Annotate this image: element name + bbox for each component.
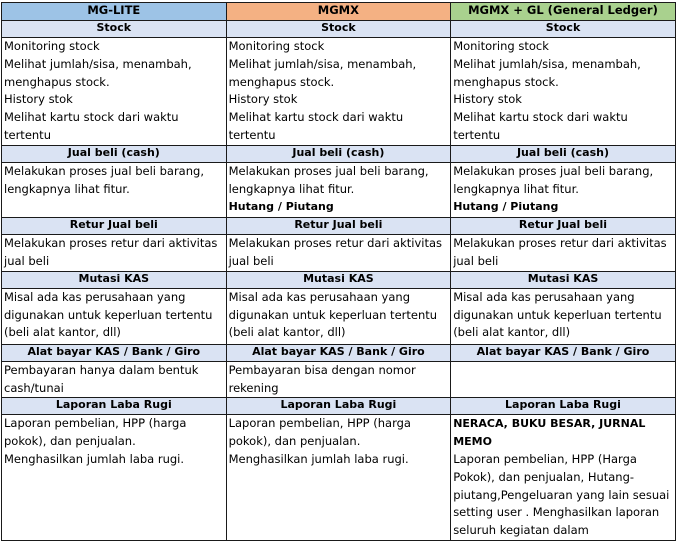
feature-highlight: Hutang / Piutang bbox=[228, 200, 334, 214]
feature-cell bbox=[2, 288, 227, 344]
plan-header-row bbox=[2, 3, 676, 21]
section-content-row bbox=[2, 162, 676, 217]
section-title: Mutasi KAS bbox=[226, 271, 451, 288]
feature-cell bbox=[2, 38, 227, 146]
feature-text: Melakukan proses jual beli barang, lengkapnya lihat fitur. bbox=[4, 163, 204, 196]
feature-text: Pembayaran hanya dalam bentuk cash/tunai bbox=[4, 362, 199, 395]
feature-text: Melakukan proses retur dari aktivitas jual beli bbox=[228, 235, 443, 268]
feature-text: Melihat kartu stock dari waktu tertentu bbox=[453, 110, 628, 142]
section-title: Laporan Laba Rugi bbox=[451, 398, 676, 415]
section-header-row bbox=[2, 217, 676, 234]
feature-cell bbox=[451, 234, 676, 271]
feature-text: Laporan pembelian, HPP (harga pokok), dan penjualan. bbox=[4, 416, 187, 449]
feature-text: Laporan pembelian, HPP (harga pokok), dan penjualan. bbox=[228, 416, 411, 449]
section-title: Laporan Laba Rugi bbox=[2, 398, 227, 415]
feature-text: Melihat jumlah/sisa, menambah, menghapus stock. bbox=[228, 56, 417, 89]
feature-text: Monitoring stock bbox=[228, 39, 325, 53]
feature-text: Melihat jumlah/sisa, menambah, menghapus stock. bbox=[453, 56, 641, 89]
section-title: Alat bayar KAS / Bank / Giro bbox=[2, 344, 227, 361]
section-header-row bbox=[2, 21, 676, 38]
feature-text: Melihat jumlah/sisa, menambah, menghapus stock. bbox=[4, 56, 192, 89]
feature-text: History stok bbox=[4, 92, 73, 107]
section-title: Jual beli (cash) bbox=[2, 145, 227, 162]
section-title: Stock bbox=[451, 21, 676, 38]
feature-text: History stok bbox=[453, 92, 522, 107]
feature-text: Misal ada kas perusahaan yang digunakan untuk keperluan tertentu (beli alat kantor, dll) bbox=[453, 289, 662, 340]
plan-header-mg-lite: MG-LITE bbox=[2, 3, 227, 21]
section-title: Laporan Laba Rugi bbox=[226, 398, 451, 415]
feature-cell bbox=[226, 162, 451, 217]
feature-text: Melakukan proses retur dari aktivitas jual beli bbox=[4, 235, 218, 268]
feature-text: Menghasilkan jumlah laba rugi. bbox=[4, 451, 185, 466]
feature-cell bbox=[226, 361, 451, 398]
section-title: Alat bayar KAS / Bank / Giro bbox=[226, 344, 451, 361]
section-header-row bbox=[2, 398, 676, 415]
feature-text: Laporan pembelian, HPP (Harga Pokok), dan penjualan, Hutang-piutang,Pengeluaran yang lain sesuai setting user . Menghasilkan laporan seluruh kegiatan dalam bbox=[453, 451, 670, 538]
feature-cell bbox=[226, 415, 451, 541]
section-title: Retur Jual beli bbox=[451, 217, 676, 234]
section-content-row bbox=[2, 361, 676, 398]
feature-text: Monitoring stock bbox=[453, 39, 549, 53]
section-title: Stock bbox=[2, 21, 227, 38]
feature-cell bbox=[2, 162, 227, 217]
feature-text: Melihat kartu stock dari waktu tertentu bbox=[228, 110, 404, 142]
feature-cell bbox=[451, 38, 676, 146]
section-header-row bbox=[2, 145, 676, 162]
feature-cell bbox=[226, 234, 451, 271]
section-title: Mutasi KAS bbox=[2, 271, 227, 288]
feature-text: History stok bbox=[228, 92, 298, 107]
feature-cell bbox=[451, 415, 676, 541]
section-content-row bbox=[2, 415, 676, 541]
section-title: Jual beli (cash) bbox=[451, 145, 676, 162]
feature-cell bbox=[451, 288, 676, 344]
feature-comparison-table bbox=[1, 2, 676, 541]
section-title: Stock bbox=[226, 21, 451, 38]
section-title: Retur Jual beli bbox=[2, 217, 227, 234]
section-title: Alat bayar KAS / Bank / Giro bbox=[451, 344, 676, 361]
feature-text: Misal ada kas perusahaan yang digunakan untuk keperluan tertentu (beli alat kantor, dll) bbox=[4, 289, 213, 340]
feature-cell bbox=[226, 38, 451, 146]
section-content-row bbox=[2, 288, 676, 344]
feature-cell bbox=[226, 288, 451, 344]
feature-text: Melakukan proses jual beli barang, lengkapnya lihat fitur. bbox=[228, 163, 429, 196]
feature-text: Melakukan proses retur dari aktivitas jual beli bbox=[453, 235, 667, 268]
feature-highlight: NERACA, BUKU BESAR, JURNAL MEMO bbox=[453, 417, 646, 449]
feature-text: Monitoring stock bbox=[4, 39, 100, 53]
section-header-row bbox=[2, 271, 676, 288]
plan-header-mgmx-gl: MGMX + GL (General Ledger) bbox=[451, 3, 676, 21]
feature-cell bbox=[2, 415, 227, 541]
feature-text: Misal ada kas perusahaan yang digunakan untuk keperluan tertentu (beli alat kantor, dll) bbox=[228, 289, 438, 340]
section-title: Jual beli (cash) bbox=[226, 145, 451, 162]
section-content-row bbox=[2, 38, 676, 146]
feature-text: Menghasilkan jumlah laba rugi. bbox=[228, 451, 409, 466]
feature-cell bbox=[451, 361, 676, 398]
plan-header-mgmx: MGMX bbox=[226, 3, 451, 21]
feature-highlight: Hutang / Piutang bbox=[453, 200, 559, 214]
section-content-row bbox=[2, 234, 676, 271]
feature-cell bbox=[451, 162, 676, 217]
section-title: Retur Jual beli bbox=[226, 217, 451, 234]
feature-cell bbox=[2, 234, 227, 271]
section-title: Mutasi KAS bbox=[451, 271, 676, 288]
feature-text: Pembayaran bisa dengan nomor rekening bbox=[228, 362, 416, 395]
feature-text: Melakukan proses jual beli barang, lengkapnya lihat fitur. bbox=[453, 163, 654, 196]
feature-cell bbox=[2, 361, 227, 398]
feature-text: Melihat kartu stock dari waktu tertentu bbox=[4, 110, 179, 142]
section-header-row bbox=[2, 344, 676, 361]
